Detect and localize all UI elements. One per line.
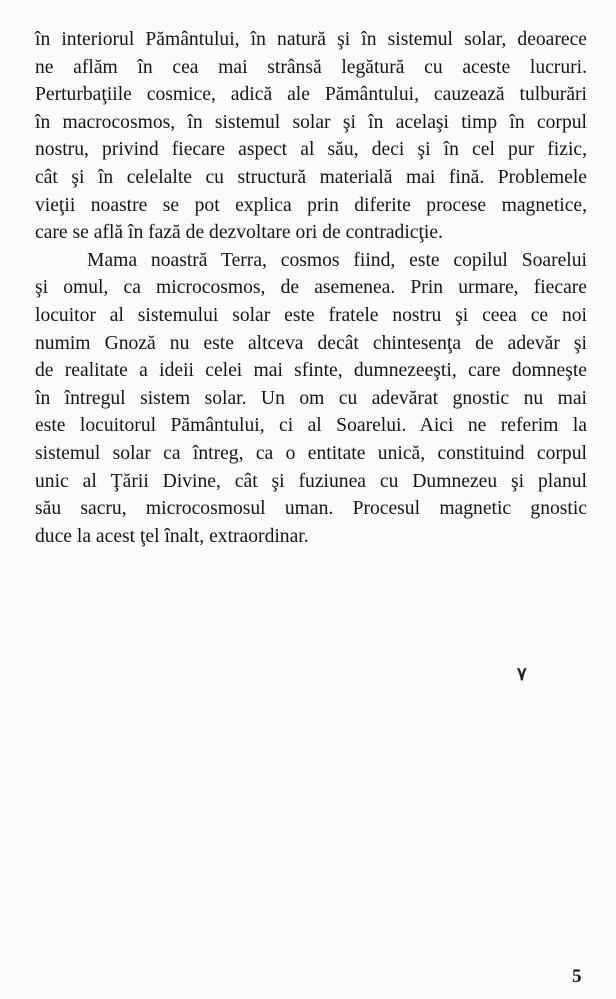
text-line: vieţii noastre se pot explica prin diferite procese magnetice, <box>35 194 587 216</box>
text-line: este locuitorul Pământului, ci al Soarelui. Aici ne referim la <box>35 415 587 437</box>
text-line: numim Gnoză nu este altceva decât chintesenţa de adevăr şi <box>35 332 587 354</box>
text-line: sistemul solar ca întreg, ca o entitate unică, constituind corpul <box>35 442 587 464</box>
text-line: său sacru, microcosmosul uman. Procesul magnetic gnostic <box>35 498 587 520</box>
text-line: unic al Ţării Divine, cât şi fuziunea cu Dumnezeu şi planul <box>35 470 587 492</box>
text-line: în macrocosmos, în sistemul solar şi în acelaşi timp în corpul <box>35 111 587 133</box>
stray-ink-mark: ٧ <box>517 664 527 684</box>
text-line: ne aflăm în cea mai strânsă legătură cu aceste lucruri. <box>35 56 587 78</box>
body-text <box>35 26 587 550</box>
page-number: 5 <box>572 966 582 987</box>
text-line: cât şi în celelalte cu structură materială mai fină. Problemele <box>35 166 587 188</box>
text-line: Perturbaţiile cosmice, adică ale Pământului, cauzează tulburări <box>35 84 587 106</box>
text-line: duce la acest ţel înalt, extraordinar. <box>35 525 309 547</box>
text-line: Mama noastră Terra, cosmos fiind, este copilul Soarelui <box>87 249 587 271</box>
text-line: locuitor al sistemului solar este fratele nostru şi ceea ce noi <box>35 304 587 326</box>
text-line: şi omul, ca microcosmos, de asemenea. Prin urmare, fiecare <box>35 277 587 299</box>
text-line: în interiorul Pământului, în natură şi în sistemul solar, deoarece <box>35 29 587 50</box>
paragraph-1 <box>35 26 587 247</box>
text-line: nostru, privind fiecare aspect al său, deci şi în cel pur fizic, <box>35 139 587 161</box>
text-line: în întregul sistem solar. Un om cu adevărat gnostic nu mai <box>35 387 587 409</box>
paragraph-2 <box>35 247 587 551</box>
text-line: de realitate a ideii celei mai sfinte, dumnezeeşti, care domneşte <box>35 360 587 382</box>
text-line: care se află în fază de dezvoltare ori de contradicţie. <box>35 222 443 244</box>
